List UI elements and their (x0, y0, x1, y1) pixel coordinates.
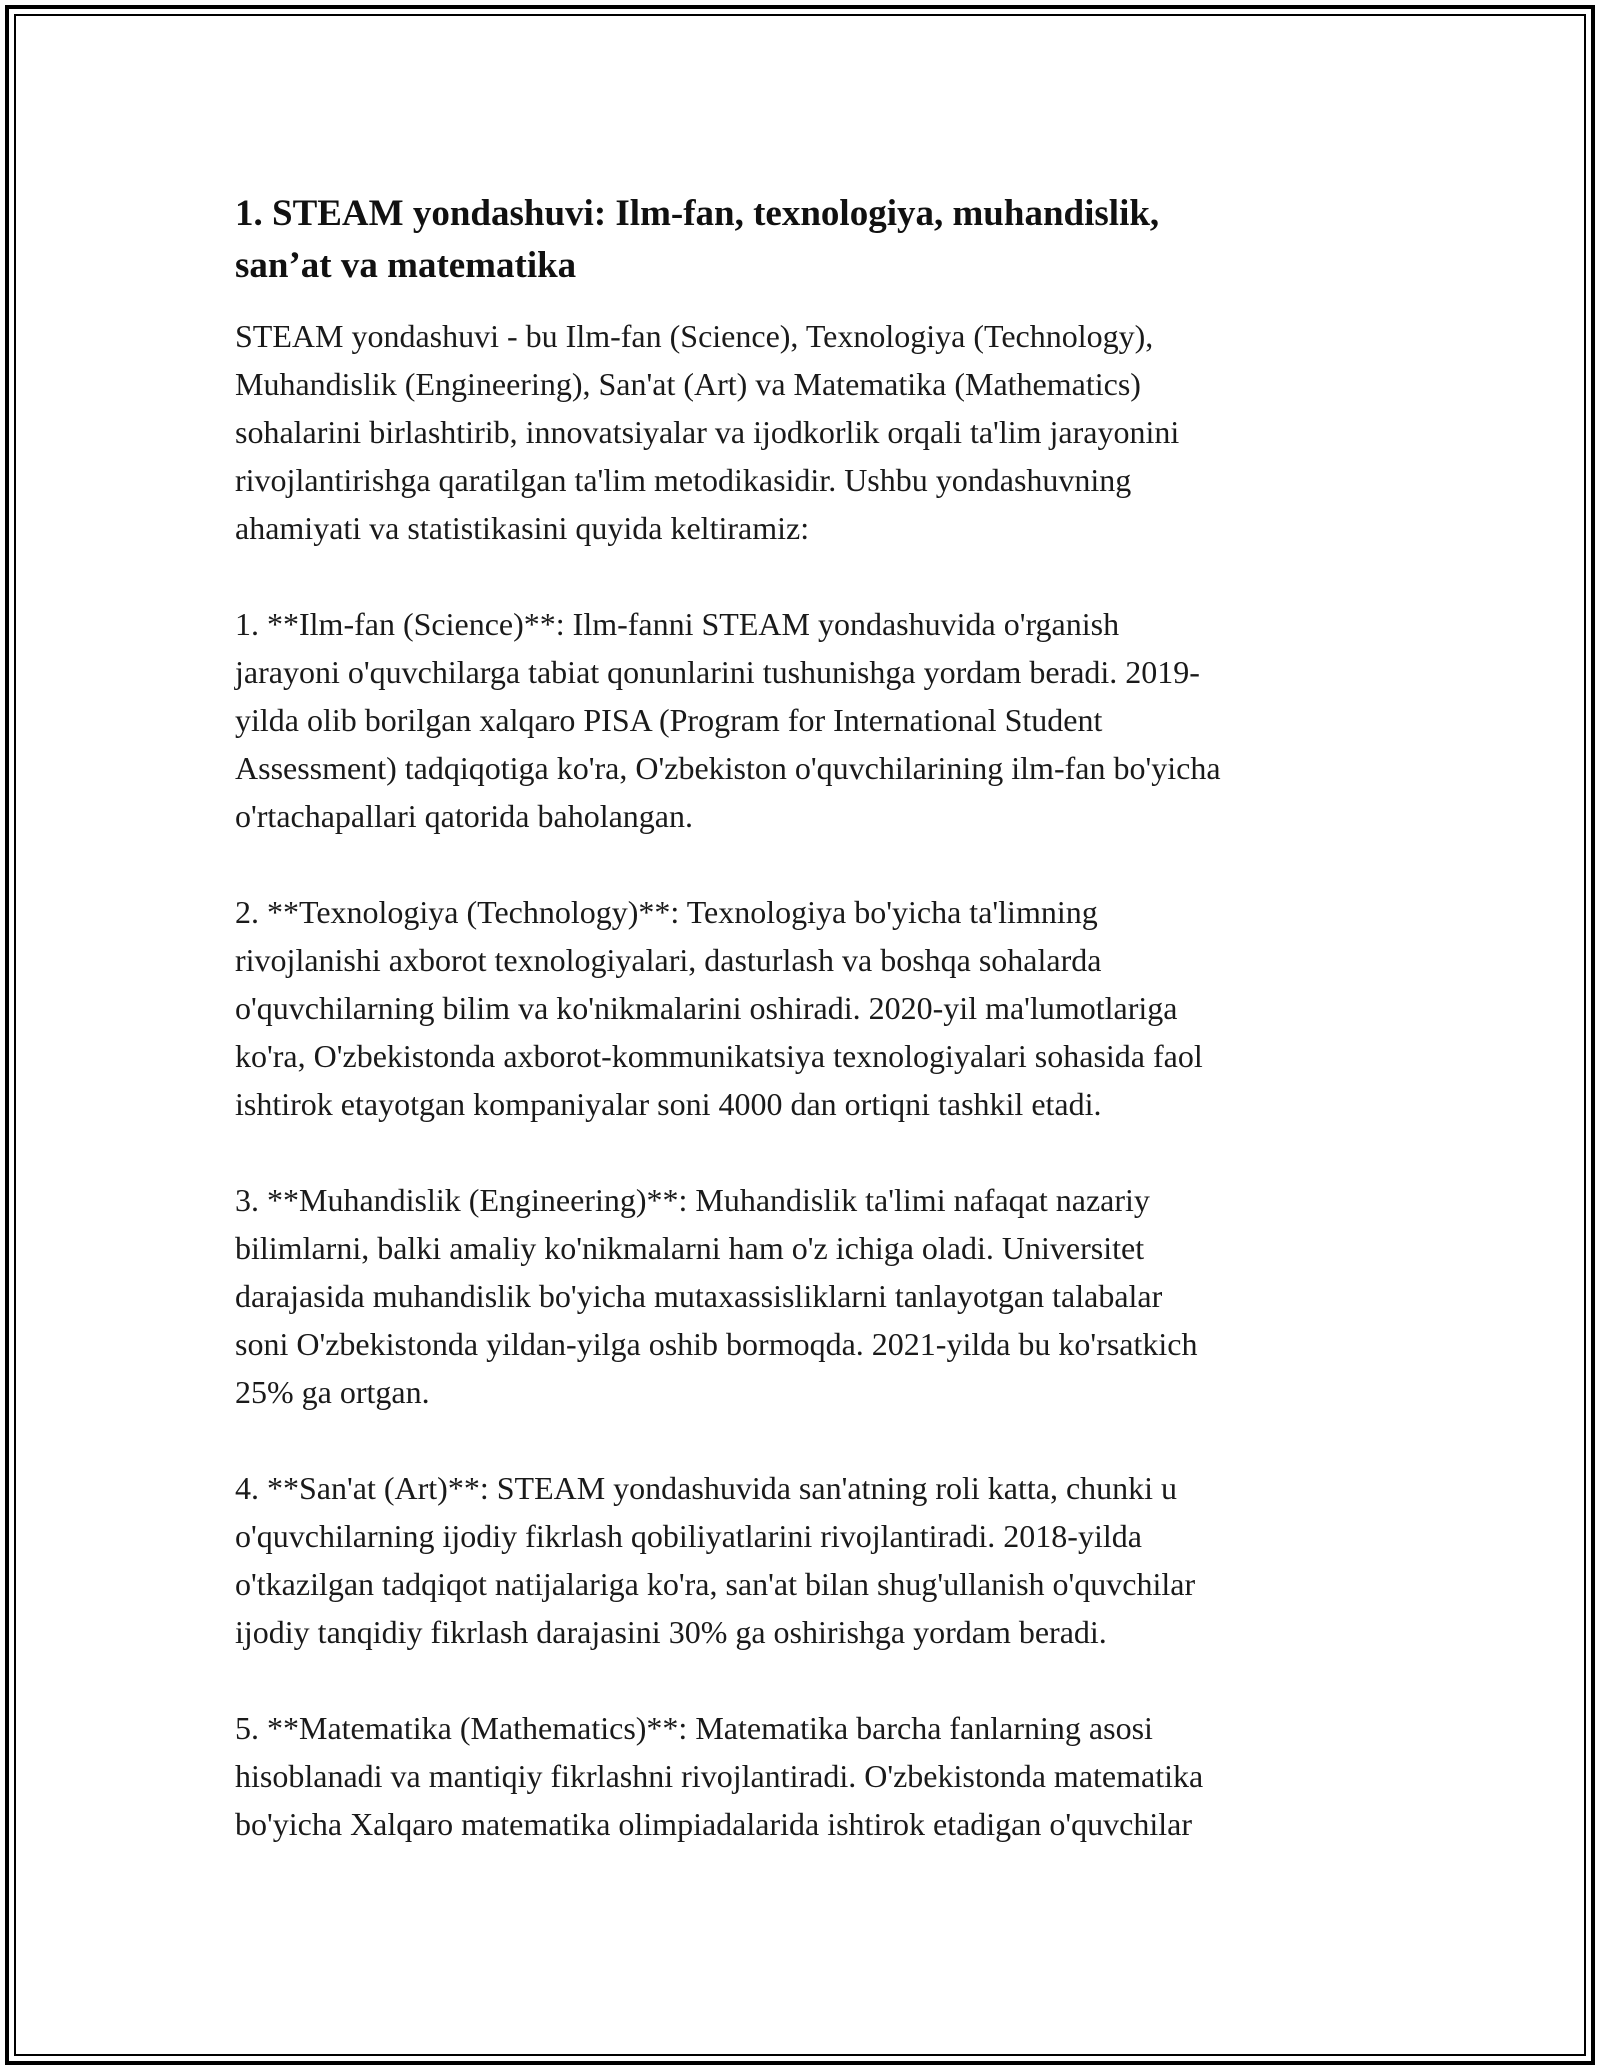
text-line: hisoblanadi va mantiqiy fikrlashni rivojlantiradi. O'zbekistonda matematika (235, 1758, 1204, 1794)
text-line: 2. **Texnologiya (Technology)**: Texnologiya bo'yicha ta'limning (235, 894, 1098, 930)
text-line: ko'ra, O'zbekistonda axborot-kommunikatsiya texnologiyalari sohasida faol (235, 1038, 1203, 1074)
science-paragraph (235, 600, 1375, 840)
text-line: o'rtachapallari qatorida baholangan. (235, 798, 693, 834)
text-line: rivojlanishi axborot texnologiyalari, dasturlash va boshqa sohalarda (235, 942, 1102, 978)
text-line: o'quvchilarning bilim va ko'nikmalarini oshiradi. 2020-yil ma'lumotlariga (235, 990, 1178, 1026)
section-heading (235, 188, 1375, 292)
document-body (235, 188, 1375, 1848)
text-line: jarayoni o'quvchilarga tabiat qonunlarini tushunishga yordam beradi. 2019- (235, 654, 1200, 690)
heading-line-1: 1. STEAM yondashuvi: Ilm-fan, texnologiya, muhandislik, (235, 193, 1160, 234)
text-line: 25% ga ortgan. (235, 1374, 430, 1410)
text-line: ahamiyati va statistikasini quyida keltiramiz: (235, 510, 810, 546)
text-line: soni O'zbekistonda yildan-yilga oshib bormoqda. 2021-yilda bu ko'rsatkich (235, 1326, 1198, 1362)
text-line: 5. **Matematika (Mathematics)**: Matematika barcha fanlarning asosi (235, 1710, 1153, 1746)
text-line: bilimlarni, balki amaliy ko'nikmalarni ham o'z ichiga oladi. Universitet (235, 1230, 1145, 1266)
text-line: bo'yicha Xalqaro matematika olimpiadalarida ishtirok etadigan o'quvchilar (235, 1806, 1192, 1842)
text-line: rivojlantirishga qaratilgan ta'lim metodikasidir. Ushbu yondashuvning (235, 462, 1132, 498)
text-line: Assessment) tadqiqotiga ko'ra, O'zbekiston o'quvchilarining ilm-fan bo'yicha (235, 750, 1221, 786)
text-line: ishtirok etayotgan kompaniyalar soni 4000 dan ortiqni tashkil etadi. (235, 1086, 1102, 1122)
text-line: 3. **Muhandislik (Engineering)**: Muhandislik ta'limi nafaqat nazariy (235, 1182, 1150, 1218)
intro-paragraph (235, 312, 1375, 552)
engineering-paragraph (235, 1176, 1375, 1416)
text-line: o'quvchilarning ijodiy fikrlash qobiliyatlarini rivojlantiradi. 2018-yilda (235, 1518, 1142, 1554)
text-line: STEAM yondashuvi - bu Ilm-fan (Science), Texnologiya (Technology), (235, 318, 1154, 354)
heading-line-2: san’at va matematika (235, 245, 577, 286)
text-line: sohalarini birlashtirib, innovatsiyalar va ijodkorlik orqali ta'lim jarayonini (235, 414, 1180, 450)
text-line: darajasida muhandislik bo'yicha mutaxassisliklarni tanlayotgan talabalar (235, 1278, 1163, 1314)
mathematics-paragraph (235, 1704, 1375, 1848)
art-paragraph (235, 1464, 1375, 1656)
text-line: o'tkazilgan tadqiqot natijalariga ko'ra, san'at bilan shug'ullanish o'quvchilar (235, 1566, 1196, 1602)
text-line: yilda olib borilgan xalqaro PISA (Program for International Student (235, 702, 1103, 738)
text-line: 4. **San'at (Art)**: STEAM yondashuvida san'atning roli katta, chunki u (235, 1470, 1178, 1506)
text-line: ijodiy tanqidiy fikrlash darajasini 30% ga oshirishga yordam beradi. (235, 1614, 1107, 1650)
text-line: 1. **Ilm-fan (Science)**: Ilm-fanni STEAM yondashuvida o'rganish (235, 606, 1120, 642)
text-line: Muhandislik (Engineering), San'at (Art) va Matematika (Mathematics) (235, 366, 1141, 402)
technology-paragraph (235, 888, 1375, 1128)
